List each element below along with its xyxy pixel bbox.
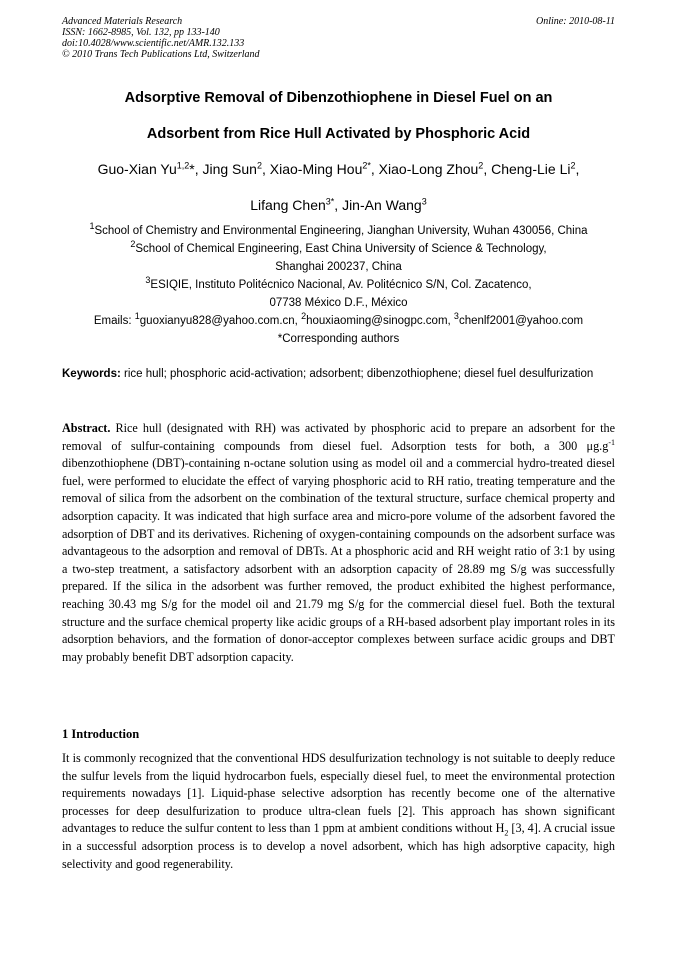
affiliation-3-city: 07738 México D.F., México xyxy=(269,297,408,309)
email-address[interactable]: chenlf2001@yahoo.com xyxy=(458,315,584,327)
author-name: , Xiao-Long Zhou xyxy=(370,161,479,177)
email-mark: 1 xyxy=(134,311,140,322)
email-mark: 3 xyxy=(453,311,459,322)
paper-title-line-1: Adsorptive Removal of Dibenzothiophene in Diesel Fuel on an xyxy=(124,90,553,106)
paper-title-line-2: Adsorbent from Rice Hull Activated by Phosphoric Acid xyxy=(146,126,531,142)
author-name: , Xiao-Ming Hou xyxy=(261,161,363,177)
author-affil-mark: 2 xyxy=(256,160,262,171)
section-heading-introduction: 1 Introduction xyxy=(62,727,140,741)
email-address[interactable]: guoxianyu828@yahoo.com.cn, xyxy=(139,315,302,327)
author-affil-mark: 2 xyxy=(570,160,576,171)
affiliation-1 xyxy=(62,222,615,240)
author-line-2 xyxy=(62,197,615,213)
affiliation-2 xyxy=(62,240,615,258)
author-affil-mark: 2* xyxy=(362,160,371,171)
affiliation-text: School of Chemistry and Environmental Engineering, Jianghan University, Wuhan 430056, China xyxy=(94,225,588,237)
author-affil-mark: 3 xyxy=(421,196,427,207)
affiliation-mark: 1 xyxy=(89,221,95,232)
email-mark: 2 xyxy=(301,311,307,322)
introduction-subscript: 2 xyxy=(504,828,509,838)
author-name: , Jing Sun xyxy=(194,161,257,177)
affiliation-mark: 3 xyxy=(145,275,151,286)
abstract-text: dibenzothiophene (DBT)-containing n-octane solution using as model oil and a commercial hydro-treated diesel fuel, were performed to elucidate the effect of varying phosphoric acid to RH ratio, treating temperature and the removal of silica from the adsorbent on the combination of the textural structure, surface chemical property and adsorption capacity. It was indicated that high surface area and micro-pore volume of the adsorbent favored the adsorption of DBT and its derivatives. Richening of oxygen-containing compounds on the adsorbent surface was advantageous to the adsorption and removal of DBTs. At a phosphoric acid and RH weight ratio of 3:1 by using a two-step treatment, a satisfactory adsorbent with an adsorption capacity of 28.89 mg S/g was successfully prepared. If the silica in the adsorbent was further removed, the product exhibited the highest performance, reaching 30.43 mg S/g for the model oil and 21.79 mg S/g for the commercial diesel fuel. Both the textural structure and the surface chemical property like acidic groups of a RH-based adsorbent play important roles in its adsorption behaviors, and the formation of donor-acceptor complexes between surface acidic groups and DBT may probably benefit DBT adsorption capacity. xyxy=(62,456,615,664)
affiliations xyxy=(62,222,615,348)
email-line xyxy=(62,312,615,330)
doi-line: doi:10.4028/www.scientific.net/AMR.132.133 xyxy=(62,38,245,49)
keywords-text: rice hull; phosphoric acid-activation; adsorbent; dibenzothiophene; diesel fuel desulfurization xyxy=(120,368,594,380)
author-name: Lifang Chen xyxy=(250,197,326,213)
journal-header xyxy=(62,16,615,60)
introduction-text: [3, 4]. A crucial issue in a successful adsorption process is to develop a novel adsorbent, which has high adsorptive capacity, high selectivity and good regenerability. xyxy=(62,821,615,871)
keywords xyxy=(62,365,615,383)
author-affil-mark: 2 xyxy=(478,160,484,171)
introduction-paragraph xyxy=(62,750,615,873)
introduction-text: It is commonly recognized that the conventional HDS desulfurization technology is not suitable to deeply reduce the sulfur levels from the liquid hydrocarbon fuels, especially diesel fuel, to meet the environmental protection requirements nowadays [1]. Liquid-phase selective adsorption has recently become one of the alternative processes for deep desulfurization to produce ultra-clean fuels [2]. This approach has shown significant advantages to reduce the sulfur content to less than 1 ppm at ambient conditions without H xyxy=(62,751,615,836)
author-line-1 xyxy=(62,161,615,177)
affiliation-text: School of Chemical Engineering, East China University of Science & Technology, xyxy=(135,243,547,255)
copyright-line: © 2010 Trans Tech Publications Ltd, Switzerland xyxy=(62,49,260,60)
corresponding-mark: * xyxy=(189,161,195,177)
journal-name: Advanced Materials Research xyxy=(62,16,183,27)
affiliation-3 xyxy=(62,276,615,294)
keywords-label: Keywords: xyxy=(62,368,121,380)
abstract-label: Abstract. xyxy=(62,421,111,435)
author-affil-mark: 1,2 xyxy=(176,160,190,171)
author-affil-mark: 3* xyxy=(325,196,335,207)
corresponding-note: *Corresponding authors xyxy=(277,333,400,345)
affiliation-mark: 2 xyxy=(130,239,136,250)
email-address[interactable]: houxiaoming@sinogpc.com, xyxy=(306,315,454,327)
abstract-superscript: -1 xyxy=(608,437,615,447)
author-separator: , xyxy=(575,161,580,177)
email-label: Emails: xyxy=(93,315,135,327)
online-date: Online: 2010-08-11 xyxy=(536,16,615,27)
abstract xyxy=(62,420,615,666)
issn-line: ISSN: 1662-8985, Vol. 132, pp 133-140 xyxy=(62,27,220,38)
author-name: Guo-Xian Yu xyxy=(97,161,177,177)
author-name: , Jin-An Wang xyxy=(334,197,422,213)
abstract-text: Rice hull (designated with RH) was activated by phosphoric acid to prepare an adsorbent for the removal of sulfur-containing compounds from diesel fuel. Adsorption tests for both, a 300 μg.g xyxy=(62,421,615,453)
affiliation-text: ESIQIE, Instituto Politécnico Nacional, Av. Politécnico S/N, Col. Zacatenco, xyxy=(150,279,532,291)
author-name: , Cheng-Lie Li xyxy=(483,161,571,177)
affiliation-2-city: Shanghai 200237, China xyxy=(275,261,402,273)
